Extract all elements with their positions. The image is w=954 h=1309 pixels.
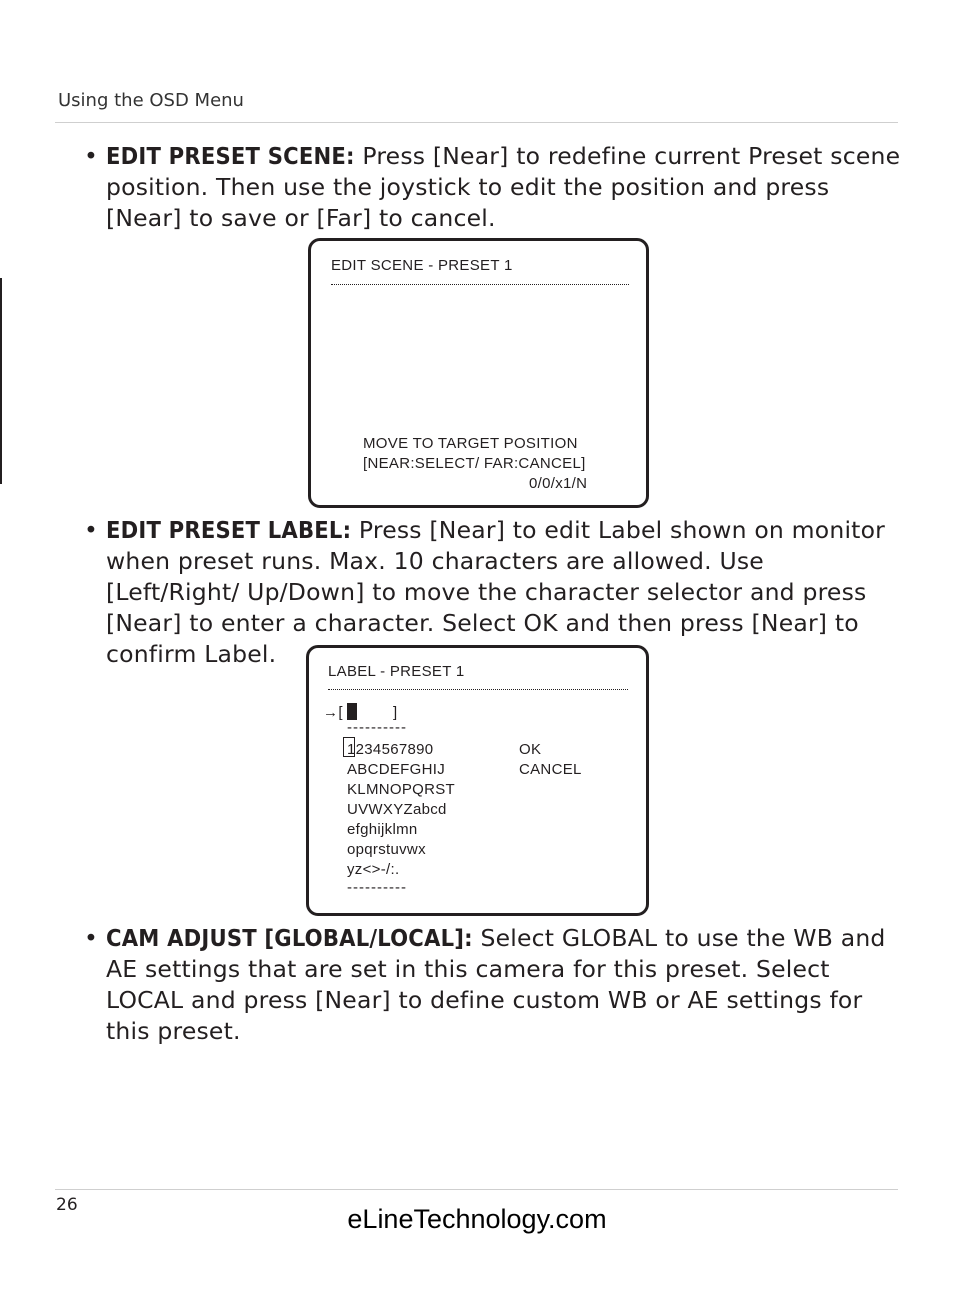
- arrow-right-icon: →: [323, 704, 339, 721]
- open-bracket: [: [338, 704, 343, 721]
- cancel-option: CANCEL: [519, 761, 582, 778]
- item-text: [84, 923, 904, 1047]
- osd-dotted-divider: [328, 689, 628, 690]
- close-bracket: ]: [393, 704, 398, 721]
- osd-label-screen: [306, 645, 649, 916]
- bullet: •: [84, 516, 99, 544]
- item-body: Select GLOBAL to use the WB and AE settings that are set in this camera for this preset. Select LOCAL and press [Near] to define custom WB or AE settings for this preset.: [106, 924, 886, 1045]
- charset-row: yz<>-/:.: [347, 861, 400, 878]
- item-heading: EDIT PRESET SCENE:: [106, 142, 355, 170]
- bullet: •: [84, 142, 99, 170]
- item-text: [84, 141, 904, 234]
- charset-row: efghijklmn: [347, 821, 418, 838]
- footer-website: eLineTechnology.com: [347, 1204, 607, 1234]
- charset-row: 1234567890: [347, 741, 434, 758]
- osd-title: EDIT SCENE - PRESET 1: [331, 257, 513, 274]
- osd-dotted-divider: [331, 284, 629, 285]
- bullet: •: [84, 924, 99, 952]
- osd-instruction: MOVE TO TARGET POSITION: [363, 435, 578, 452]
- item-heading: CAM ADJUST [GLOBAL/LOCAL]:: [106, 924, 473, 952]
- page-number: 26: [56, 1195, 78, 1215]
- item-heading: EDIT PRESET LABEL:: [106, 516, 352, 544]
- section-header: Using the OSD Menu: [58, 90, 244, 111]
- item-cam-adjust: [84, 923, 904, 1047]
- item-edit-preset-scene: [84, 141, 904, 234]
- item-body: Press [Near] to edit Label shown on monitor when preset runs. Max. 10 characters are allowed. Use [Left/Right/ Up/Down] to move the character selector and press [Near] to enter a character. Select OK and then press [Near] to confirm Label.: [106, 516, 886, 668]
- top-dash-line: ----------: [347, 719, 407, 736]
- osd-status: 0/0/x1/N: [529, 475, 588, 492]
- footer-divider: [55, 1189, 898, 1190]
- ok-option: OK: [519, 741, 542, 758]
- margin-bar: [0, 278, 2, 484]
- item-body: Press [Near] to redefine current Preset scene position. Then use the joystick to edit the position and press [Near] to save or [Far] to cancel.: [106, 142, 901, 232]
- charset-row: UVWXYZabcd: [347, 801, 447, 818]
- charset-row: ABCDEFGHIJ: [347, 761, 446, 778]
- text-cursor: [347, 703, 357, 720]
- osd-key-hint: [NEAR:SELECT/ FAR:CANCEL]: [363, 455, 586, 472]
- osd-title: LABEL - PRESET 1: [328, 663, 465, 680]
- header-divider: [55, 122, 898, 123]
- bottom-dash-line: ----------: [347, 879, 407, 896]
- charset-row: KLMNOPQRST: [347, 781, 456, 798]
- character-selector-box: [343, 737, 355, 757]
- osd-edit-scene-screen: [308, 238, 649, 508]
- charset-row: opqrstuvwx: [347, 841, 426, 858]
